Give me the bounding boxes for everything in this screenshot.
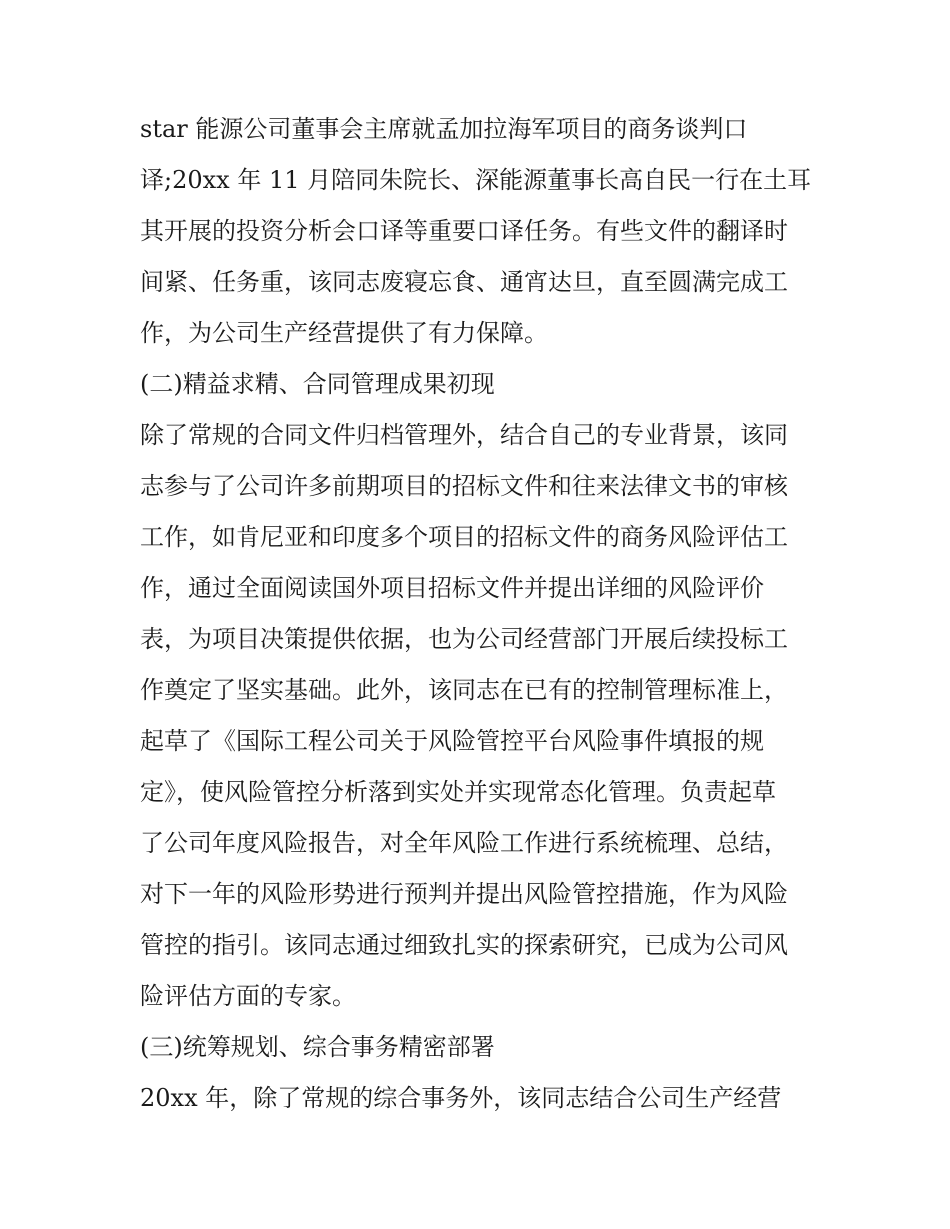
text-line: 其开展的投资分析会口译等重要口译任务。有些文件的翻译时 bbox=[140, 217, 788, 245]
text-line: 间紧、任务重，该同志废寝忘食、通宵达旦，直至圆满完成工 bbox=[140, 268, 788, 296]
section-heading: (二)精益求精、合同管理成果初现 bbox=[140, 370, 495, 398]
text-line: 除了常规的合同文件归档管理外，结合自己的专业背景，该同 bbox=[140, 421, 788, 449]
text-line: 志参与了公司许多前期项目的招标文件和往来法律文书的审核 bbox=[140, 472, 788, 500]
text-line: 险评估方面的专家。 bbox=[140, 982, 356, 1010]
text-line: 作奠定了坚实基础。此外，该同志在已有的控制管理标准上， bbox=[140, 676, 788, 704]
text-line: 译;20xx 年 11 月陪同朱院长、深能源董事长高自民一行在土耳 bbox=[140, 166, 812, 194]
text-line: star 能源公司董事会主席就孟加拉海军项目的商务谈判口 bbox=[140, 115, 748, 143]
text-line: 20xx 年，除了常规的综合事务外，该同志结合公司生产经营 bbox=[140, 1084, 782, 1112]
text-line: 表，为项目决策提供依据，也为公司经营部门开展后续投标工 bbox=[140, 625, 788, 653]
text-line: 了公司年度风险报告，对全年风险工作进行系统梳理、总结， bbox=[140, 829, 788, 857]
text-line: 作，为公司生产经营提供了有力保障。 bbox=[140, 319, 548, 347]
text-line: 定》，使风险管控分析落到实处并实现常态化管理。负责起草 bbox=[140, 778, 776, 806]
text-line: 工作，如肯尼亚和印度多个项目的招标文件的商务风险评估工 bbox=[140, 523, 788, 551]
document-body bbox=[140, 104, 820, 1124]
text-line: 对下一年的风险形势进行预判并提出风险管控措施，作为风险 bbox=[140, 880, 788, 908]
text-line: 起草了《国际工程公司关于风险管控平台风险事件填报的规 bbox=[140, 727, 764, 755]
text-line: 作，通过全面阅读国外项目招标文件并提出详细的风险评价 bbox=[140, 574, 764, 602]
section-heading: (三)统筹规划、综合事务精密部署 bbox=[140, 1033, 495, 1061]
text-line: 管控的指引。该同志通过细致扎实的探索研究，已成为公司风 bbox=[140, 931, 788, 959]
